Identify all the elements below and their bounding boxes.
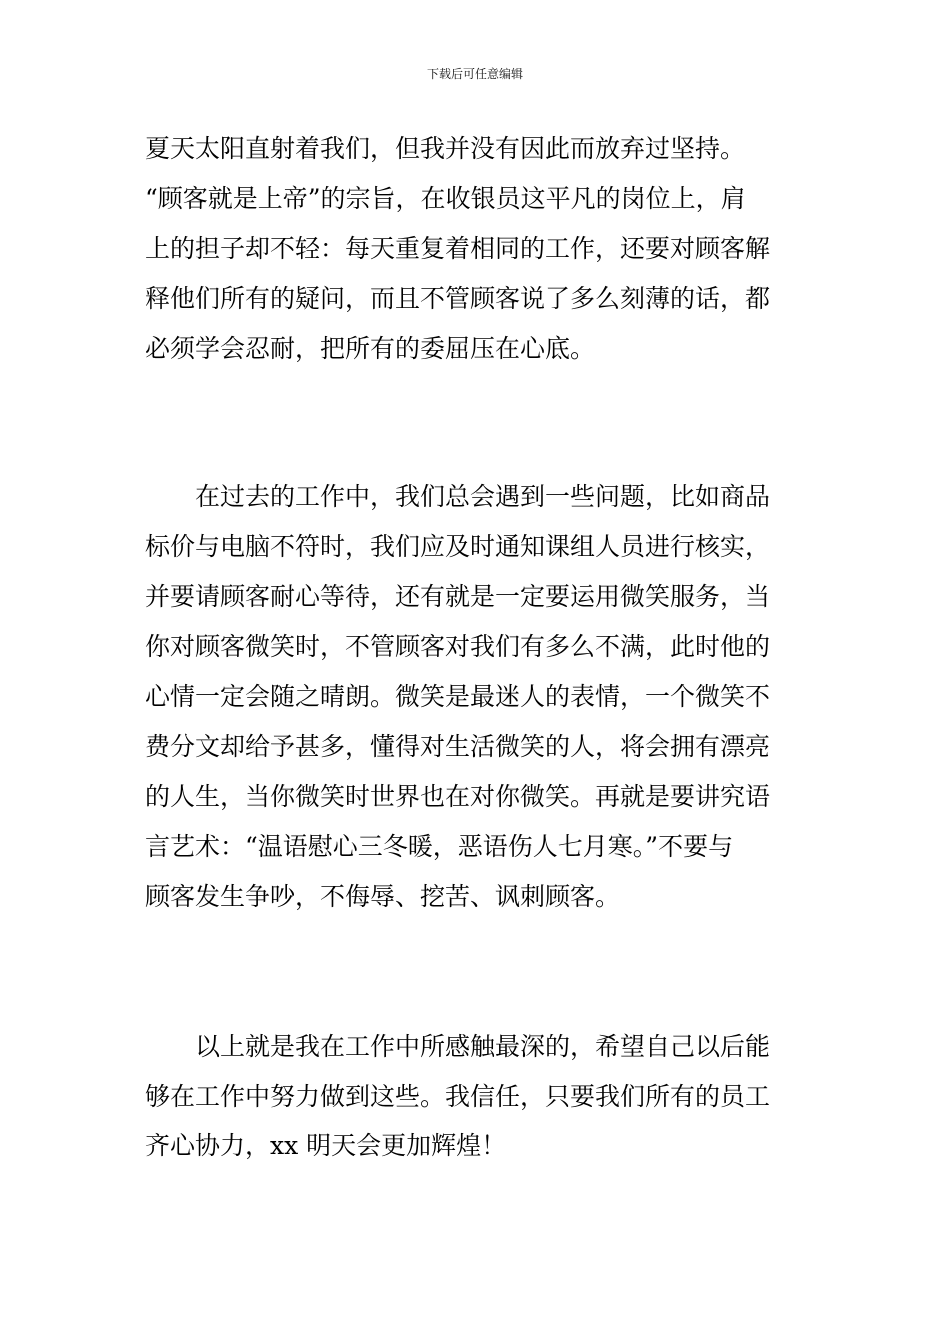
- text-line: 并要请顾客耐心等待，还有就是一定要运用微笑服务，当: [145, 582, 771, 611]
- text-line: “顾客就是上帝”的宗旨，在收银员这平凡的岗位上，肩: [145, 184, 746, 213]
- text-line: 心情一定会随之晴朗。微笑是最迷人的表情，一个微笑不: [145, 682, 771, 711]
- text-line: 言艺术：“温语慰心三冬暖，恶语伤人七月寒。”不要与: [145, 832, 734, 861]
- text-line: 以上就是我在工作中所感触最深的，希望自己以后能: [145, 1032, 771, 1061]
- text-line: 你对顾客微笑时，不管顾客对我们有多么不满，此时他的: [145, 632, 771, 661]
- text-line: 夏天太阳直射着我们，但我并没有因此而放弃过坚持。: [145, 134, 746, 163]
- text-line: 够在工作中努力做到这些。我信任，只要我们所有的员工: [145, 1082, 771, 1111]
- text-line: 费分文却给予甚多，懂得对生活微笑的人，将会拥有漂亮: [145, 732, 771, 761]
- text-line: 上的担子却不轻：每天重复着相同的工作，还要对顾客解: [145, 234, 771, 263]
- text-line: 顾客发生争吵，不侮辱、挖苦、讽刺顾客。: [145, 882, 621, 911]
- text-line: 必须学会忍耐，把所有的委屈压在心底。: [145, 334, 596, 363]
- text-line: 齐心协力，xx 明天会更加辉煌！: [145, 1131, 507, 1160]
- text-line: 在过去的工作中，我们总会遇到一些问题，比如商品: [145, 482, 771, 511]
- text-line: 标价与电脑不符时，我们应及时通知课组人员进行核实，: [145, 532, 771, 561]
- page-header: 下载后可任意编辑: [426, 67, 523, 81]
- text-line: 的人生，当你微笑时世界也在对你微笑。再就是要讲究语: [145, 782, 771, 811]
- text-line: 释他们所有的疑问，而且不管顾客说了多么刻薄的话，都: [145, 284, 771, 313]
